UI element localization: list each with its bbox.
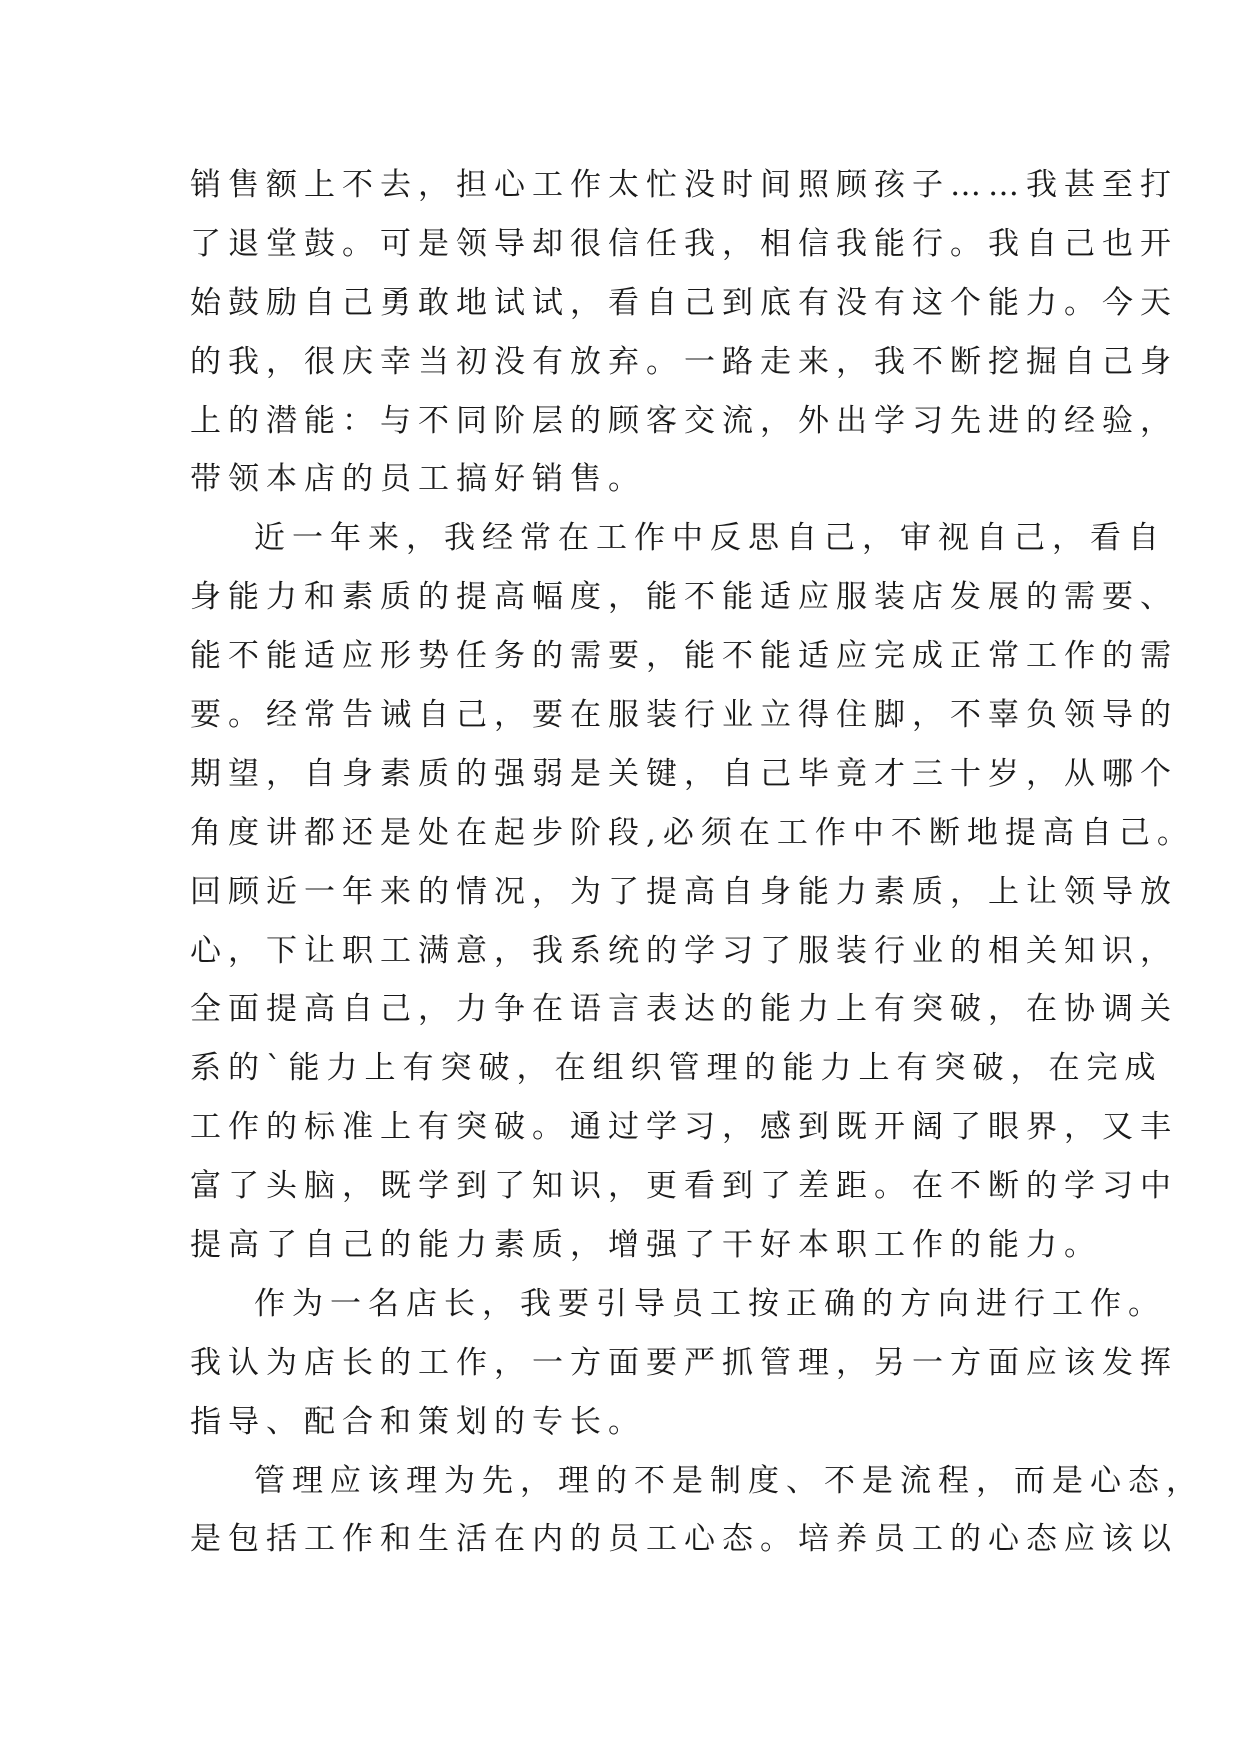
- text-line: 提高了自己的能力素质，增强了干好本职工作的能力。: [190, 1227, 1102, 1264]
- text-line: 指导、配合和策划的专长。: [190, 1403, 646, 1440]
- text-line: 回顾近一年来的情况，为了提高自身能力素质，上让领导放: [190, 873, 1178, 910]
- text-line: 身能力和素质的提高幅度，能不能适应服装店发展的需要、: [190, 579, 1178, 616]
- text-line: 销售额上不去，担心工作太忙没时间照顾孩子……我甚至打: [190, 167, 1178, 203]
- text-line: 系的`能力上有突破，在组织管理的能力上有突破，在完成: [190, 1050, 1163, 1087]
- text-line: 了退堂鼓。可是领导却很信任我，相信我能行。我自己也开: [190, 225, 1178, 262]
- text-line: 我认为店长的工作，一方面要严抓管理，另一方面应该发挥: [190, 1344, 1178, 1381]
- text-line: 工作的标准上有突破。通过学习，感到既开阔了眼界，又丰: [190, 1109, 1178, 1146]
- body-text: [190, 156, 1204, 1569]
- text-line: 上的潜能：与不同阶层的顾客交流，外出学习先进的经验，: [190, 402, 1178, 439]
- text-line: 全面提高自己，力争在语言表达的能力上有突破，在协调关: [190, 991, 1178, 1028]
- paragraph-first-line: 管理应该理为先，理的不是制度、不是流程，而是心态，: [254, 1462, 1204, 1499]
- text-line: 富了头脑，既学到了知识，更看到了差距。在不断的学习中: [190, 1168, 1178, 1205]
- text-line: 角度讲都还是处在起步阶段,必须在工作中不断地提高自己。: [190, 814, 1195, 851]
- paragraph-first-line: 作为一名店长，我要引导员工按正确的方向进行工作。: [254, 1285, 1166, 1322]
- text-line: 心，下让职工满意，我系统的学习了服装行业的相关知识，: [190, 932, 1178, 969]
- text-line: 始鼓励自己勇敢地试试，看自己到底有没有这个能力。今天: [190, 284, 1178, 321]
- paragraph-first-line: 近一年来，我经常在工作中反思自己，审视自己，看自: [254, 520, 1166, 557]
- text-line: 要。经常告诫自己，要在服装行业立得住脚，不辜负领导的: [190, 697, 1178, 734]
- text-line: 能不能适应形势任务的需要，能不能适应完成正常工作的需: [190, 638, 1178, 675]
- text-line: 带领本店的员工搞好销售。: [190, 461, 646, 498]
- text-line: 是包括工作和生活在内的员工心态。培养员工的心态应该以: [190, 1521, 1178, 1558]
- text-line: 的我，很庆幸当初没有放弃。一路走来，我不断挖掘自己身: [190, 343, 1178, 380]
- text-line: 期望，自身素质的强弱是关键，自己毕竟才三十岁，从哪个: [190, 755, 1178, 792]
